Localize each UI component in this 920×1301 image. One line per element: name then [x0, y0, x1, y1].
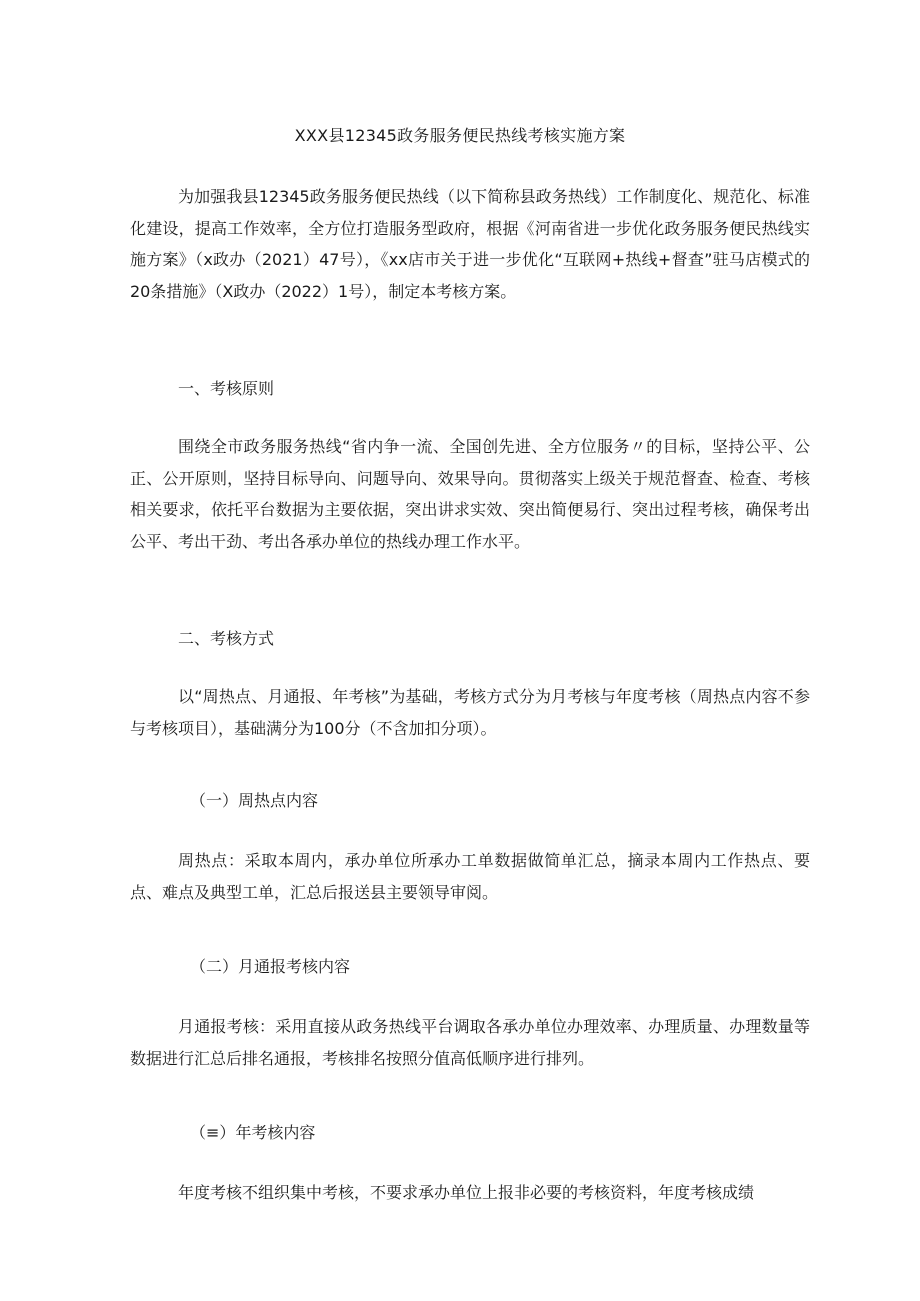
annual-assessment-paragraph: 年度考核不组织集中考核，不要求承办单位上报非必要的考核资料，年度考核成绩	[178, 1183, 755, 1202]
methods-paragraph: 以“周热点、月通报、年考核”为基础，考核方式分为月考核与年度考核（周热点内容不参与考核项目），基础满分为100分（不含加扣分项）。	[130, 687, 810, 738]
monthly-report-paragraph: 月通报考核：采用直接从政务热线平台调取各承办单位办理效率、办理质量、办理数量等数据进行汇总后排名通报，考核排名按照分值高低顺序进行排列。	[130, 1017, 810, 1068]
document-title: XXX县12345政务服务便民热线考核实施方案	[294, 126, 626, 145]
intro-paragraph: 为加强我县12345政务服务便民热线（以下简称县政务热线）工作制度化、规范化、标准化建设，提高工作效率，全方位打造服务型政府，根据《河南省进一步优化政务服务便民热线实施方案》（x政办（2021）47号），《xx店市关于进一步优化“互联网+热线+督查”驻马店模式的20条措施》（X政办（2022）1号），制定本考核方案。	[130, 187, 810, 301]
subheading-weekly-hotspots: （一）周热点内容	[190, 791, 319, 810]
section-heading-methods: 二、考核方式	[178, 629, 275, 648]
principles-paragraph: 围绕全市政务服务热线“省内争一流、全国创先进、全方位服务〃的目标，坚持公平、公正、公开原则，坚持目标导向、问题导向、效果导向。贯彻落实上级关于规范督查、检查、考核相关要求，依托平台数据为主要依据，突出讲求实效、突出简便易行、突出过程考核，确保考出公平、考出干劲、考出各承办单位的热线办理工作水平。	[130, 437, 810, 551]
subheading-annual-assessment: （≡）年考核内容	[190, 1123, 316, 1142]
subheading-monthly-report: （二）月通报考核内容	[190, 957, 351, 976]
weekly-hotspots-paragraph: 周热点：采取本周内，承办单位所承办工单数据做简单汇总，摘录本周内工作热点、要点、难点及典型工单，汇总后报送县主要领导审阅。	[130, 851, 810, 902]
section-heading-principles: 一、考核原则	[178, 379, 275, 398]
